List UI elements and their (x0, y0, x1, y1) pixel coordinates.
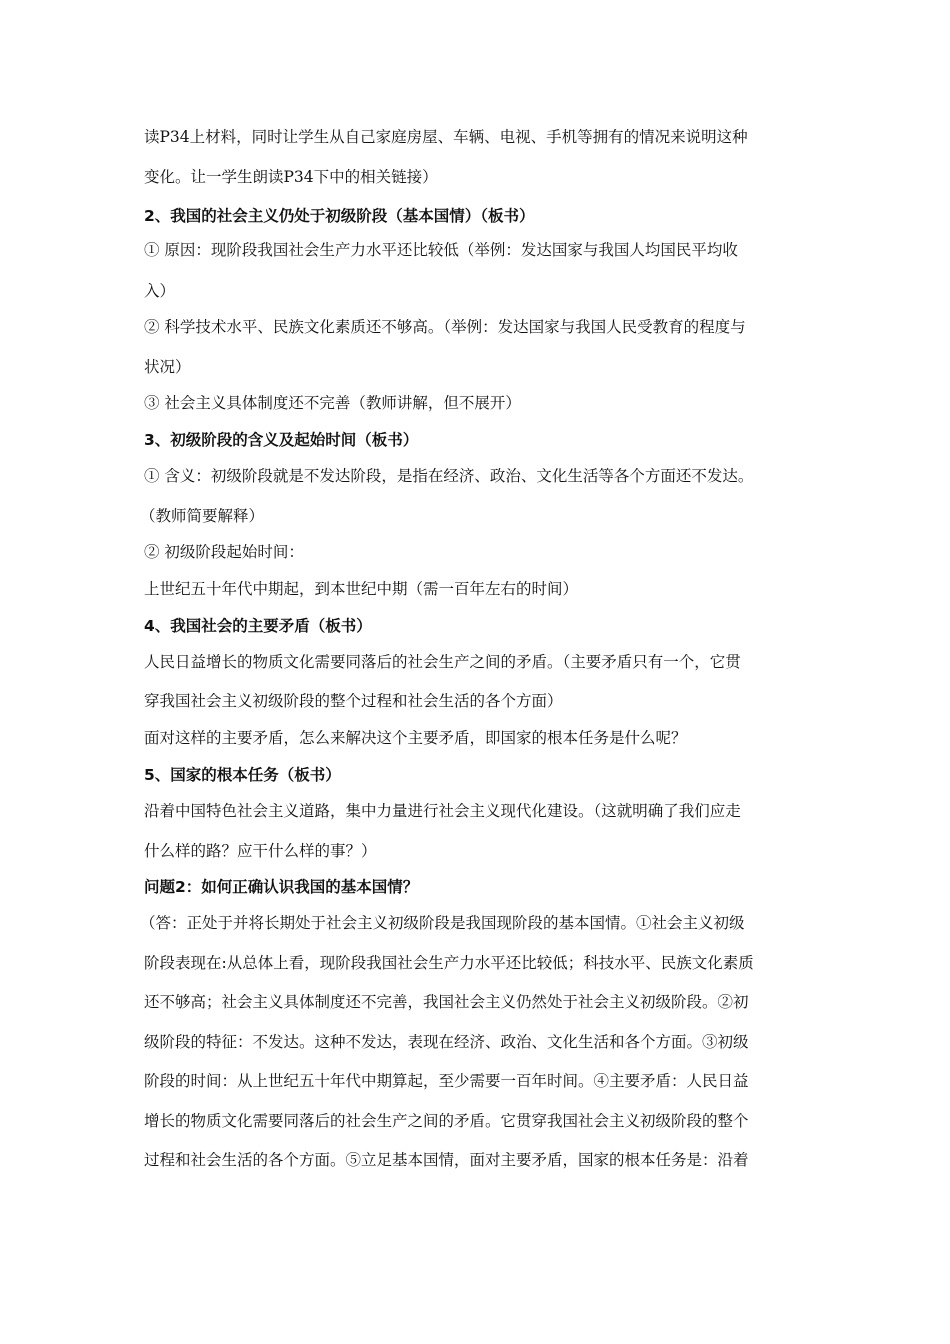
text-line: 还不够高；社会主义具体制度还不完善，我国社会主义仍然处于社会主义初级阶段。②初 (144, 993, 749, 1011)
text-line: 过程和社会生活的各个方面。⑤立足基本国情，面对主要矛盾，国家的根本任务是：沿着 (144, 1151, 749, 1169)
text-line: 入） (144, 282, 176, 300)
text-line: 阶段的时间：从上世纪五十年代中期算起，至少需要一百年时间。④主要矛盾：人民日益 (144, 1072, 749, 1090)
text-line: 增长的物质文化需要同落后的社会生产之间的矛盾。它贯穿我国社会主义初级阶段的整个 (144, 1112, 749, 1130)
section-heading: 4、我国社会的主要矛盾（板书） (144, 617, 372, 635)
text-line: 级阶段的特征：不发达。这种不发达，表现在经济、政治、文化生活和各个方面。③初级 (144, 1033, 749, 1051)
text-line: 沿着中国特色社会主义道路，集中力量进行社会主义现代化建设。（这就明确了我们应走 (144, 802, 741, 820)
text-line: 面对这样的主要矛盾，怎么来解决这个主要矛盾，即国家的根本任务是什么呢？ (144, 729, 687, 747)
text-line: ③ 社会主义具体制度还不完善（教师讲解，但不展开） (144, 394, 521, 412)
question-heading: 问题2：如何正确认识我国的基本国情？ (144, 878, 419, 896)
text-line: 人民日益增长的物质文化需要同落后的社会生产之间的矛盾。（主要矛盾只有一个，它贯 (144, 653, 741, 671)
text-line: 变化。让一学生朗读P34下中的相关链接） (144, 168, 438, 186)
section-heading: 5、国家的根本任务（板书） (144, 766, 341, 784)
text-line: 穿我国社会主义初级阶段的整个过程和社会生活的各个方面） (144, 692, 563, 710)
text-line: （答：正处于并将长期处于社会主义初级阶段是我国现阶段的基本国情。①社会主义初级 (140, 914, 745, 932)
text-line: ② 科学技术水平、民族文化素质还不够高。（举例：发达国家与我国人民受教育的程度与 (144, 318, 746, 336)
text-line: 状况） (144, 358, 191, 376)
text-line: 阶段表现在:从总体上看，现阶段我国社会生产力水平还比较低；科技水平、民族文化素质 (144, 954, 754, 972)
text-line: （教师简要解释） (140, 507, 265, 525)
section-heading: 2、我国的社会主义仍处于初级阶段（基本国情）（板书） (144, 207, 535, 225)
text-line: 什么样的路？应干什么样的事？） (144, 842, 377, 860)
text-line: ② 初级阶段起始时间： (144, 543, 304, 561)
text-line: 读P34上材料，同时让学生从自己家庭房屋、车辆、电视、手机等拥有的情况来说明这种 (144, 128, 748, 146)
section-heading: 3、初级阶段的含义及起始时间（板书） (144, 431, 419, 449)
text-line: ① 原因：现阶段我国社会生产力水平还比较低（举例：发达国家与我国人均国民平均收 (144, 241, 738, 259)
text-line: ① 含义：初级阶段就是不发达阶段，是指在经济、政治、文化生活等各个方面还不发达。 (144, 467, 754, 485)
text-line: 上世纪五十年代中期起，到本世纪中期（需一百年左右的时间） (144, 580, 579, 598)
